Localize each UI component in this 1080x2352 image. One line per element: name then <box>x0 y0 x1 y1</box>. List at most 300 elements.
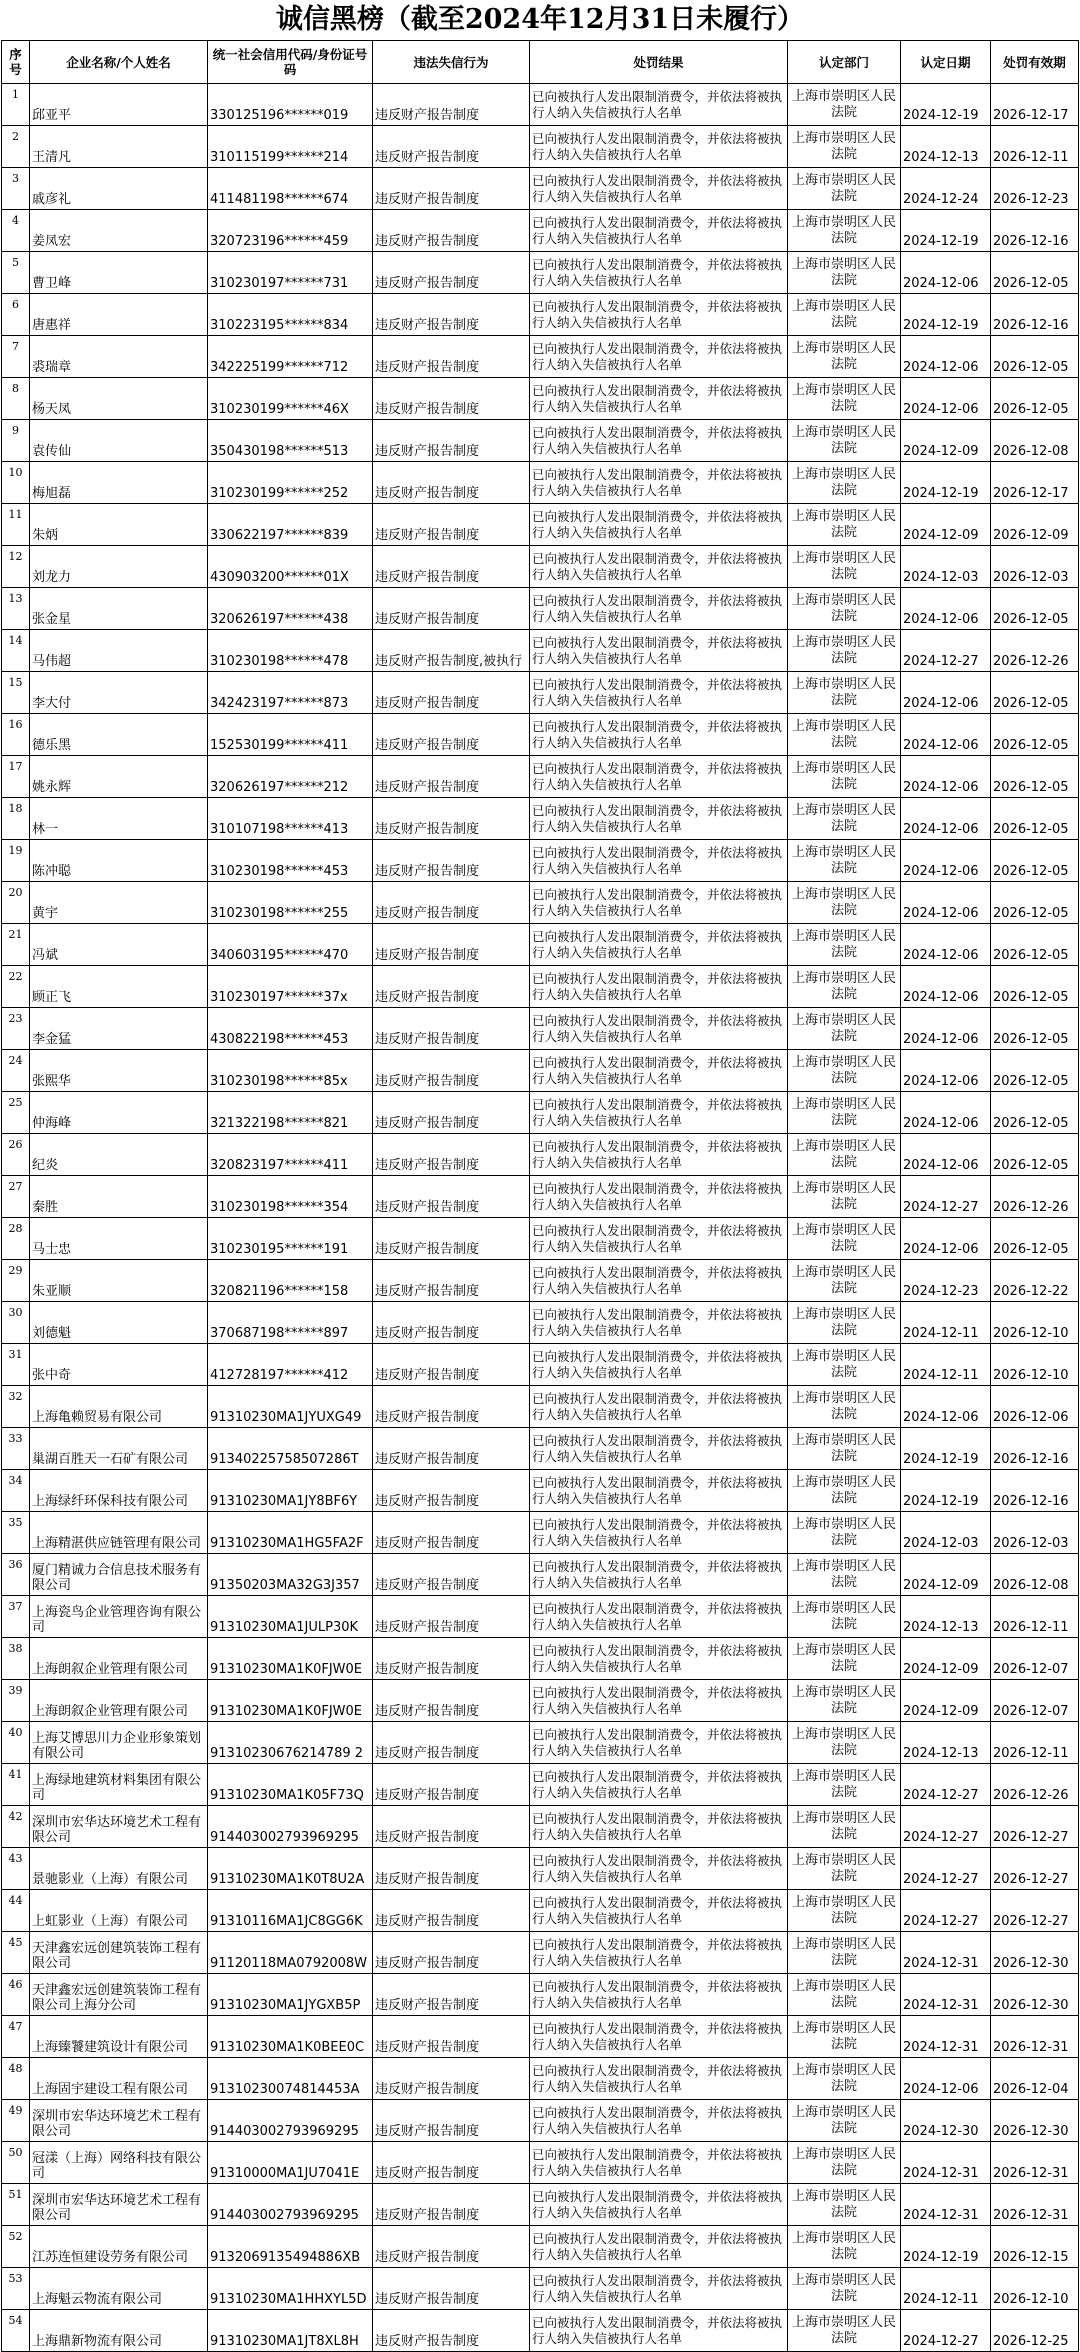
row-date: 2024-12-06 <box>901 336 991 378</box>
row-code: 91310230MA1K0FJW0E <box>208 1680 373 1722</box>
row-dept: 上海市崇明区人民法院 <box>788 336 901 378</box>
row-behavior: 违反财产报告制度 <box>373 1218 530 1260</box>
row-name: 上海绿纤环保科技有限公司 <box>30 1470 208 1512</box>
row-date: 2024-12-06 <box>901 1386 991 1428</box>
row-dept: 上海市崇明区人民法院 <box>788 2226 901 2268</box>
table-row <box>2 2100 1079 2142</box>
row-behavior: 违反财产报告制度 <box>373 1134 530 1176</box>
row-date: 2024-12-06 <box>901 714 991 756</box>
row-name: 黄宇 <box>30 882 208 924</box>
row-index: 12 <box>2 546 30 588</box>
row-date: 2024-12-06 <box>901 1134 991 1176</box>
row-expiry: 2026-12-26 <box>991 1176 1079 1218</box>
row-index: 17 <box>2 756 30 798</box>
table-row <box>2 1050 1079 1092</box>
row-index: 9 <box>2 420 30 462</box>
header-code: 统一社会信用代码/身份证号码 <box>208 41 373 84</box>
row-index: 13 <box>2 588 30 630</box>
row-index: 19 <box>2 840 30 882</box>
row-name: 刘龙力 <box>30 546 208 588</box>
row-result: 已向被执行人发出限制消费令，并依法将被执行人纳入失信被执行人名单 <box>530 1512 788 1554</box>
row-behavior: 违反财产报告制度 <box>373 1764 530 1806</box>
row-index: 11 <box>2 504 30 546</box>
row-behavior: 违反财产报告制度 <box>373 2100 530 2142</box>
row-index: 2 <box>2 126 30 168</box>
row-dept: 上海市崇明区人民法院 <box>788 924 901 966</box>
row-result: 已向被执行人发出限制消费令，并依法将被执行人纳入失信被执行人名单 <box>530 1134 788 1176</box>
row-date: 2024-12-27 <box>901 2310 991 2352</box>
table-row <box>2 2058 1079 2100</box>
row-result: 已向被执行人发出限制消费令，并依法将被执行人纳入失信被执行人名单 <box>530 1092 788 1134</box>
row-index: 39 <box>2 1680 30 1722</box>
row-expiry: 2026-12-05 <box>991 1092 1079 1134</box>
table-row <box>2 798 1079 840</box>
row-behavior: 违反财产报告制度 <box>373 126 530 168</box>
table-row <box>2 1134 1079 1176</box>
row-code: 91350203MA32G3J357 <box>208 1554 373 1596</box>
table-row <box>2 2184 1079 2226</box>
row-expiry: 2026-12-30 <box>991 2100 1079 2142</box>
row-behavior: 违反财产报告制度 <box>373 1722 530 1764</box>
table-row <box>2 1260 1079 1302</box>
row-code: 91310230MA1JT8XL8H <box>208 2310 373 2352</box>
row-code: 91310230MA1K0FJW0E <box>208 1638 373 1680</box>
row-behavior: 违反财产报告制度 <box>373 1638 530 1680</box>
row-index: 29 <box>2 1260 30 1302</box>
row-code: 914403002793969295 <box>208 2184 373 2226</box>
table-row <box>2 1008 1079 1050</box>
row-code: 310230197******731 <box>208 252 373 294</box>
row-date: 2024-12-03 <box>901 546 991 588</box>
table-row <box>2 1722 1079 1764</box>
row-expiry: 2026-12-05 <box>991 882 1079 924</box>
row-dept: 上海市崇明区人民法院 <box>788 1512 901 1554</box>
row-dept: 上海市崇明区人民法院 <box>788 1050 901 1092</box>
table-row <box>2 840 1079 882</box>
row-date: 2024-12-09 <box>901 1638 991 1680</box>
row-result: 已向被执行人发出限制消费令，并依法将被执行人纳入失信被执行人名单 <box>530 294 788 336</box>
row-code: 430903200******01X <box>208 546 373 588</box>
row-dept: 上海市崇明区人民法院 <box>788 2268 901 2310</box>
table-row <box>2 336 1079 378</box>
row-expiry: 2026-12-05 <box>991 588 1079 630</box>
row-result: 已向被执行人发出限制消费令，并依法将被执行人纳入失信被执行人名单 <box>530 1218 788 1260</box>
row-index: 6 <box>2 294 30 336</box>
row-expiry: 2026-12-27 <box>991 1890 1079 1932</box>
table-row <box>2 2226 1079 2268</box>
row-expiry: 2026-12-07 <box>991 1638 1079 1680</box>
row-index: 37 <box>2 1596 30 1638</box>
row-behavior: 违反财产报告制度 <box>373 672 530 714</box>
row-result: 已向被执行人发出限制消费令，并依法将被执行人纳入失信被执行人名单 <box>530 1638 788 1680</box>
table-header-row <box>2 41 1079 84</box>
table-row <box>2 378 1079 420</box>
row-expiry: 2026-12-16 <box>991 1470 1079 1512</box>
row-result: 已向被执行人发出限制消费令，并依法将被执行人纳入失信被执行人名单 <box>530 1680 788 1722</box>
row-expiry: 2026-12-05 <box>991 1134 1079 1176</box>
row-date: 2024-12-06 <box>901 672 991 714</box>
row-behavior: 违反财产报告制度 <box>373 1008 530 1050</box>
row-dept: 上海市崇明区人民法院 <box>788 1890 901 1932</box>
row-code: 310230199******252 <box>208 462 373 504</box>
row-name: 杨天凤 <box>30 378 208 420</box>
row-code: 342225199******712 <box>208 336 373 378</box>
row-expiry: 2026-12-31 <box>991 2184 1079 2226</box>
row-name: 天津鑫宏远创建筑装饰工程有限公司上海分公司 <box>30 1974 208 2016</box>
row-name: 刘德魁 <box>30 1302 208 1344</box>
row-index: 53 <box>2 2268 30 2310</box>
row-name: 张中奇 <box>30 1344 208 1386</box>
row-index: 8 <box>2 378 30 420</box>
row-result: 已向被执行人发出限制消费令，并依法将被执行人纳入失信被执行人名单 <box>530 2310 788 2352</box>
row-name: 张金星 <box>30 588 208 630</box>
row-date: 2024-12-06 <box>901 840 991 882</box>
table-row <box>2 714 1079 756</box>
row-dept: 上海市崇明区人民法院 <box>788 1554 901 1596</box>
row-name: 上海臻饕建筑设计有限公司 <box>30 2016 208 2058</box>
row-dept: 上海市崇明区人民法院 <box>788 1134 901 1176</box>
row-index: 42 <box>2 1806 30 1848</box>
row-expiry: 2026-12-04 <box>991 2058 1079 2100</box>
row-name: 马士忠 <box>30 1218 208 1260</box>
row-date: 2024-12-24 <box>901 168 991 210</box>
row-behavior: 违反财产报告制度 <box>373 2142 530 2184</box>
row-dept: 上海市崇明区人民法院 <box>788 210 901 252</box>
row-date: 2024-12-03 <box>901 1512 991 1554</box>
row-name: 戚彦礼 <box>30 168 208 210</box>
row-name: 唐惠祥 <box>30 294 208 336</box>
row-behavior: 违反财产报告制度 <box>373 420 530 462</box>
row-index: 14 <box>2 630 30 672</box>
row-dept: 上海市崇明区人民法院 <box>788 1806 901 1848</box>
row-expiry: 2026-12-05 <box>991 1050 1079 1092</box>
table-row <box>2 2142 1079 2184</box>
row-expiry: 2026-12-07 <box>991 1680 1079 1722</box>
row-date: 2024-12-13 <box>901 126 991 168</box>
row-code: 91310230MA1HHXYL5D <box>208 2268 373 2310</box>
row-behavior: 违反财产报告制度 <box>373 504 530 546</box>
row-name: 巢湖百胜天一石矿有限公司 <box>30 1428 208 1470</box>
row-index: 40 <box>2 1722 30 1764</box>
row-behavior: 违反财产报告制度 <box>373 546 530 588</box>
header-name: 企业名称/个人姓名 <box>30 41 208 84</box>
row-behavior: 违反财产报告制度 <box>373 84 530 126</box>
table-row <box>2 924 1079 966</box>
row-behavior: 违反财产报告制度 <box>373 378 530 420</box>
table-row <box>2 1512 1079 1554</box>
row-expiry: 2026-12-05 <box>991 756 1079 798</box>
row-result: 已向被执行人发出限制消费令，并依法将被执行人纳入失信被执行人名单 <box>530 714 788 756</box>
row-index: 34 <box>2 1470 30 1512</box>
row-code: 91120118MA0792008W <box>208 1932 373 1974</box>
row-name: 曹卫峰 <box>30 252 208 294</box>
row-behavior: 违反财产报告制度 <box>373 1092 530 1134</box>
row-code: 330622197******839 <box>208 504 373 546</box>
row-index: 15 <box>2 672 30 714</box>
row-dept: 上海市崇明区人民法院 <box>788 2184 901 2226</box>
row-name: 深圳市宏华达环境艺术工程有限公司 <box>30 1806 208 1848</box>
row-expiry: 2026-12-10 <box>991 2268 1079 2310</box>
row-expiry: 2026-12-08 <box>991 1554 1079 1596</box>
row-index: 43 <box>2 1848 30 1890</box>
row-name: 上虹影业（上海）有限公司 <box>30 1890 208 1932</box>
row-expiry: 2026-12-05 <box>991 966 1079 1008</box>
row-code: 411481198******674 <box>208 168 373 210</box>
row-index: 32 <box>2 1386 30 1428</box>
row-index: 7 <box>2 336 30 378</box>
row-dept: 上海市崇明区人民法院 <box>788 714 901 756</box>
row-code: 370687198******897 <box>208 1302 373 1344</box>
row-dept: 上海市崇明区人民法院 <box>788 1470 901 1512</box>
row-dept: 上海市崇明区人民法院 <box>788 2310 901 2352</box>
row-date: 2024-12-06 <box>901 798 991 840</box>
row-code: 350430198******513 <box>208 420 373 462</box>
row-index: 41 <box>2 1764 30 1806</box>
row-code: 914403002793969295 <box>208 2100 373 2142</box>
row-expiry: 2026-12-10 <box>991 1344 1079 1386</box>
row-result: 已向被执行人发出限制消费令，并依法将被执行人纳入失信被执行人名单 <box>530 1386 788 1428</box>
row-index: 28 <box>2 1218 30 1260</box>
row-behavior: 违反财产报告制度 <box>373 2268 530 2310</box>
row-behavior: 违反财产报告制度 <box>373 1260 530 1302</box>
row-name: 纪炎 <box>30 1134 208 1176</box>
row-date: 2024-12-19 <box>901 210 991 252</box>
header-index: 序号 <box>2 41 30 84</box>
row-behavior: 违反财产报告制度 <box>373 1806 530 1848</box>
row-result: 已向被执行人发出限制消费令，并依法将被执行人纳入失信被执行人名单 <box>530 462 788 504</box>
row-result: 已向被执行人发出限制消费令，并依法将被执行人纳入失信被执行人名单 <box>530 882 788 924</box>
row-behavior: 违反财产报告制度 <box>373 840 530 882</box>
row-expiry: 2026-12-26 <box>991 1764 1079 1806</box>
row-behavior: 违反财产报告制度 <box>373 1974 530 2016</box>
row-behavior: 违反财产报告制度 <box>373 2184 530 2226</box>
row-index: 1 <box>2 84 30 126</box>
row-date: 2024-12-11 <box>901 1344 991 1386</box>
row-behavior: 违反财产报告制度 <box>373 1428 530 1470</box>
row-result: 已向被执行人发出限制消费令，并依法将被执行人纳入失信被执行人名单 <box>530 1848 788 1890</box>
row-dept: 上海市崇明区人民法院 <box>788 1722 901 1764</box>
row-code: 310230198******255 <box>208 882 373 924</box>
row-result: 已向被执行人发出限制消费令，并依法将被执行人纳入失信被执行人名单 <box>530 924 788 966</box>
table-row <box>2 1176 1079 1218</box>
row-date: 2024-12-19 <box>901 84 991 126</box>
row-code: 321322198******821 <box>208 1092 373 1134</box>
row-date: 2024-12-09 <box>901 504 991 546</box>
header-date: 认定日期 <box>901 41 991 84</box>
row-code: 91310230MA1K0BEE0C <box>208 2016 373 2058</box>
row-index: 50 <box>2 2142 30 2184</box>
row-result: 已向被执行人发出限制消费令，并依法将被执行人纳入失信被执行人名单 <box>530 336 788 378</box>
row-expiry: 2026-12-08 <box>991 420 1079 462</box>
row-index: 24 <box>2 1050 30 1092</box>
row-code: 91310230MA1HG5FA2F <box>208 1512 373 1554</box>
row-date: 2024-12-31 <box>901 2016 991 2058</box>
row-code: 320821196******158 <box>208 1260 373 1302</box>
row-behavior: 违反财产报告制度 <box>373 1554 530 1596</box>
table-row <box>2 588 1079 630</box>
row-dept: 上海市崇明区人民法院 <box>788 630 901 672</box>
row-code: 310230198******453 <box>208 840 373 882</box>
row-index: 35 <box>2 1512 30 1554</box>
row-expiry: 2026-12-05 <box>991 378 1079 420</box>
row-dept: 上海市崇明区人民法院 <box>788 1218 901 1260</box>
row-date: 2024-12-09 <box>901 420 991 462</box>
table-row <box>2 294 1079 336</box>
row-date: 2024-12-06 <box>901 924 991 966</box>
row-date: 2024-12-31 <box>901 2184 991 2226</box>
header-behavior: 违法失信行为 <box>373 41 530 84</box>
row-code: 342423197******873 <box>208 672 373 714</box>
row-dept: 上海市崇明区人民法院 <box>788 882 901 924</box>
row-result: 已向被执行人发出限制消费令，并依法将被执行人纳入失信被执行人名单 <box>530 546 788 588</box>
row-code: 310230199******46X <box>208 378 373 420</box>
row-behavior: 违反财产报告制度 <box>373 462 530 504</box>
row-result: 已向被执行人发出限制消费令，并依法将被执行人纳入失信被执行人名单 <box>530 504 788 546</box>
row-name: 秦胜 <box>30 1176 208 1218</box>
row-dept: 上海市崇明区人民法院 <box>788 1680 901 1722</box>
table-row <box>2 2310 1079 2352</box>
row-date: 2024-12-06 <box>901 1218 991 1260</box>
row-code: 91310230MA1JULP30K <box>208 1596 373 1638</box>
row-index: 49 <box>2 2100 30 2142</box>
row-index: 23 <box>2 1008 30 1050</box>
row-behavior: 违反财产报告制度 <box>373 2310 530 2352</box>
row-behavior: 违反财产报告制度 <box>373 2226 530 2268</box>
row-expiry: 2026-12-17 <box>991 462 1079 504</box>
row-name: 上海朗叙企业管理有限公司 <box>30 1680 208 1722</box>
row-expiry: 2026-12-05 <box>991 1218 1079 1260</box>
table-row <box>2 1974 1079 2016</box>
row-code: 340603195******470 <box>208 924 373 966</box>
row-result: 已向被执行人发出限制消费令，并依法将被执行人纳入失信被执行人名单 <box>530 1974 788 2016</box>
row-name: 梅旭磊 <box>30 462 208 504</box>
row-date: 2024-12-06 <box>901 1008 991 1050</box>
row-name: 上海亀赖贸易有限公司 <box>30 1386 208 1428</box>
row-result: 已向被执行人发出限制消费令，并依法将被执行人纳入失信被执行人名单 <box>530 1050 788 1092</box>
row-dept: 上海市崇明区人民法院 <box>788 798 901 840</box>
row-result: 已向被执行人发出限制消费令，并依法将被执行人纳入失信被执行人名单 <box>530 2268 788 2310</box>
row-index: 20 <box>2 882 30 924</box>
row-result: 已向被执行人发出限制消费令，并依法将被执行人纳入失信被执行人名单 <box>530 798 788 840</box>
row-index: 3 <box>2 168 30 210</box>
row-dept: 上海市崇明区人民法院 <box>788 420 901 462</box>
row-date: 2024-12-19 <box>901 294 991 336</box>
row-dept: 上海市崇明区人民法院 <box>788 1932 901 1974</box>
table-row <box>2 504 1079 546</box>
row-behavior: 违反财产报告制度 <box>373 588 530 630</box>
row-code: 91310230676214789 2 <box>208 1722 373 1764</box>
row-behavior: 违反财产报告制度 <box>373 1932 530 1974</box>
row-behavior: 违反财产报告制度 <box>373 1680 530 1722</box>
row-result: 已向被执行人发出限制消费令，并依法将被执行人纳入失信被执行人名单 <box>530 1428 788 1470</box>
row-code: 310107198******413 <box>208 798 373 840</box>
table-row <box>2 252 1079 294</box>
row-result: 已向被执行人发出限制消费令，并依法将被执行人纳入失信被执行人名单 <box>530 420 788 462</box>
row-code: 91310116MA1JC8GG6K <box>208 1890 373 1932</box>
row-behavior: 违反财产报告制度 <box>373 966 530 1008</box>
row-dept: 上海市崇明区人民法院 <box>788 1302 901 1344</box>
table-row <box>2 1806 1079 1848</box>
row-date: 2024-12-19 <box>901 462 991 504</box>
page-title: 诚信黑榜（截至2024年12月31日未履行） <box>275 4 805 35</box>
row-index: 30 <box>2 1302 30 1344</box>
table-row <box>2 882 1079 924</box>
table-row <box>2 1470 1079 1512</box>
row-result: 已向被执行人发出限制消费令，并依法将被执行人纳入失信被执行人名单 <box>530 840 788 882</box>
row-date: 2024-12-27 <box>901 1764 991 1806</box>
row-result: 已向被执行人发出限制消费令，并依法将被执行人纳入失信被执行人名单 <box>530 1260 788 1302</box>
row-dept: 上海市崇明区人民法院 <box>788 1428 901 1470</box>
row-dept: 上海市崇明区人民法院 <box>788 168 901 210</box>
row-behavior: 违反财产报告制度 <box>373 1302 530 1344</box>
table-row <box>2 420 1079 462</box>
row-result: 已向被执行人发出限制消费令，并依法将被执行人纳入失信被执行人名单 <box>530 1890 788 1932</box>
row-result: 已向被执行人发出限制消费令，并依法将被执行人纳入失信被执行人名单 <box>530 2226 788 2268</box>
row-expiry: 2026-12-30 <box>991 1932 1079 1974</box>
row-date: 2024-12-06 <box>901 882 991 924</box>
row-index: 22 <box>2 966 30 1008</box>
row-code: 310230198******478 <box>208 630 373 672</box>
row-code: 320723196******459 <box>208 210 373 252</box>
row-dept: 上海市崇明区人民法院 <box>788 672 901 714</box>
row-behavior: 违反财产报告制度 <box>373 882 530 924</box>
row-dept: 上海市崇明区人民法院 <box>788 1176 901 1218</box>
row-code: 91310230MA1K0T8U2A <box>208 1848 373 1890</box>
row-name: 上海瓷鸟企业管理咨询有限公司 <box>30 1596 208 1638</box>
row-result: 已向被执行人发出限制消费令，并依法将被执行人纳入失信被执行人名单 <box>530 756 788 798</box>
row-name: 冯斌 <box>30 924 208 966</box>
row-index: 27 <box>2 1176 30 1218</box>
row-behavior: 违反财产报告制度 <box>373 1386 530 1428</box>
row-expiry: 2026-12-05 <box>991 672 1079 714</box>
row-behavior: 违反财产报告制度 <box>373 294 530 336</box>
row-behavior: 违反财产报告制度 <box>373 168 530 210</box>
row-index: 38 <box>2 1638 30 1680</box>
row-name: 上海朗叙企业管理有限公司 <box>30 1638 208 1680</box>
row-behavior: 违反财产报告制度 <box>373 1470 530 1512</box>
row-dept: 上海市崇明区人民法院 <box>788 252 901 294</box>
row-dept: 上海市崇明区人民法院 <box>788 1344 901 1386</box>
row-code: 91340225758507286T <box>208 1428 373 1470</box>
row-name: 李大付 <box>30 672 208 714</box>
table-row <box>2 756 1079 798</box>
row-expiry: 2026-12-30 <box>991 1974 1079 2016</box>
row-code: 310223195******834 <box>208 294 373 336</box>
row-expiry: 2026-12-26 <box>991 630 1079 672</box>
row-dept: 上海市崇明区人民法院 <box>788 546 901 588</box>
row-result: 已向被执行人发出限制消费令，并依法将被执行人纳入失信被执行人名单 <box>530 1806 788 1848</box>
row-behavior: 违反财产报告制度 <box>373 2058 530 2100</box>
row-name: 仲海峰 <box>30 1092 208 1134</box>
table-row <box>2 168 1079 210</box>
row-code: 320823197******411 <box>208 1134 373 1176</box>
row-dept: 上海市崇明区人民法院 <box>788 2100 901 2142</box>
row-name: 张熙华 <box>30 1050 208 1092</box>
row-index: 52 <box>2 2226 30 2268</box>
row-dept: 上海市崇明区人民法院 <box>788 2058 901 2100</box>
row-date: 2024-12-06 <box>901 2058 991 2100</box>
row-index: 10 <box>2 462 30 504</box>
table-row <box>2 1344 1079 1386</box>
row-behavior: 违反财产报告制度 <box>373 210 530 252</box>
row-name: 王清凡 <box>30 126 208 168</box>
row-name: 厦门精诚力合信息技术服务有限公司 <box>30 1554 208 1596</box>
row-name: 裘瑞章 <box>30 336 208 378</box>
row-behavior: 违反财产报告制度 <box>373 2016 530 2058</box>
row-date: 2024-12-06 <box>901 378 991 420</box>
row-expiry: 2026-12-31 <box>991 2016 1079 2058</box>
table-row <box>2 126 1079 168</box>
